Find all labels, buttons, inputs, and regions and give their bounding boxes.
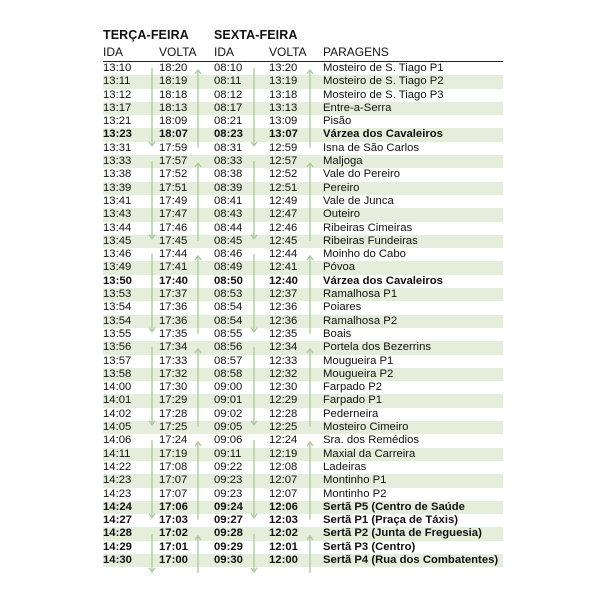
time-volta-friday: 13:20 [269, 62, 298, 74]
table-row [103, 341, 503, 354]
arrow-up-icon [305, 534, 315, 574]
stop-name: Ramalhosa P2 [323, 314, 398, 327]
time-ida-tuesday: 13:17 [103, 101, 132, 114]
arrow-down-icon [249, 347, 259, 427]
stop-name: Várzea dos Cavaleiros [323, 274, 443, 287]
time-volta-friday: 12:32 [269, 367, 298, 380]
table-row [103, 448, 503, 461]
stop-name: Maxial da Carreira [323, 447, 416, 460]
table-row [103, 301, 503, 314]
time-ida-friday: 09:29 [214, 540, 243, 553]
time-ida-tuesday: 13:53 [103, 288, 132, 301]
stop-name: Ladeiras [323, 460, 367, 473]
time-ida-tuesday: 13:58 [103, 367, 132, 380]
time-volta-friday: 12:34 [269, 341, 298, 354]
table-row [103, 75, 503, 88]
time-volta-friday: 12:52 [269, 168, 298, 181]
table-row [103, 434, 503, 447]
arrow-down-icon [147, 254, 157, 334]
time-ida-friday: 08:21 [214, 115, 243, 128]
time-ida-friday: 09:02 [214, 407, 243, 420]
arrow-up-icon [305, 68, 315, 148]
time-volta-friday: 13:13 [269, 101, 298, 114]
table-row [103, 102, 503, 115]
time-volta-friday: 12:07 [269, 487, 298, 500]
time-volta-tuesday: 17:03 [159, 514, 188, 527]
time-volta-friday: 12:40 [269, 274, 298, 287]
time-volta-tuesday: 17:36 [159, 301, 188, 314]
time-volta-tuesday: 17:49 [159, 194, 188, 207]
arrow-down-icon [147, 161, 157, 241]
time-volta-tuesday: 17:47 [159, 208, 188, 221]
time-ida-tuesday: 13:12 [103, 88, 132, 101]
table-row [103, 421, 503, 434]
time-volta-friday: 12:36 [269, 301, 298, 314]
arrow-up-icon [193, 440, 203, 520]
time-volta-friday: 12:35 [269, 327, 298, 340]
time-volta-friday: 12:49 [269, 194, 298, 207]
time-ida-tuesday: 14:01 [103, 394, 132, 407]
time-volta-tuesday: 17:52 [159, 168, 188, 181]
time-volta-tuesday: 17:37 [159, 288, 188, 301]
table-row [103, 461, 503, 474]
stop-name: Mosteiro de S. Tiago P3 [323, 88, 444, 101]
time-ida-tuesday: 13:46 [103, 248, 132, 261]
time-volta-tuesday: 17:51 [159, 181, 188, 194]
stop-name: Farpado P1 [323, 394, 383, 407]
arrow-down-icon [249, 68, 259, 148]
time-volta-friday: 12:44 [269, 248, 298, 261]
time-volta-friday: 12:36 [269, 314, 298, 327]
table-row [103, 474, 503, 487]
table-row [103, 514, 503, 527]
stop-name: Entre-a-Serra [323, 101, 392, 114]
table-row [103, 488, 503, 501]
time-ida-tuesday: 13:23 [103, 128, 132, 141]
time-ida-friday: 08:38 [214, 168, 243, 181]
table-row [103, 89, 503, 102]
table-row [103, 355, 503, 368]
time-ida-friday: 09:27 [214, 514, 243, 527]
arrow-up-icon [305, 161, 315, 241]
time-volta-friday: 12:06 [269, 500, 298, 513]
table-row [103, 235, 503, 248]
timetable-rows [103, 62, 503, 567]
table-row [103, 155, 503, 168]
time-ida-friday: 08:45 [214, 234, 243, 247]
stop-name: Sertã P4 (Rua dos Combatentes) [323, 553, 499, 566]
time-volta-tuesday: 17:06 [159, 500, 188, 513]
stop-name: Portela dos Bezerrins [323, 341, 431, 354]
stop-name: Maljoga [323, 155, 363, 168]
time-ida-friday: 09:23 [214, 487, 243, 500]
arrow-down-icon [249, 161, 259, 241]
time-ida-tuesday: 14:11 [103, 447, 131, 460]
time-volta-friday: 12:02 [269, 527, 298, 540]
stop-name: Mougueira P1 [323, 354, 394, 367]
time-ida-tuesday: 14:27 [103, 514, 132, 527]
stop-name: Ribeiras Fundeiras [323, 234, 418, 247]
time-ida-friday: 08:56 [214, 341, 243, 354]
arrow-up-icon [305, 254, 315, 334]
table-row [103, 261, 503, 274]
arrow-up-icon [193, 68, 203, 148]
time-ida-tuesday: 13:33 [103, 155, 132, 168]
time-ida-tuesday: 14:22 [103, 460, 132, 473]
table-row [103, 394, 503, 407]
time-ida-tuesday: 13:50 [103, 274, 132, 287]
stop-name: Montinho P1 [323, 474, 387, 487]
table-row [103, 208, 503, 221]
time-volta-tuesday: 17:57 [159, 155, 188, 168]
time-volta-friday: 12:00 [269, 553, 298, 566]
stop-name: Pereiro [323, 181, 360, 194]
time-volta-friday: 12:37 [269, 288, 298, 301]
time-ida-friday: 09:01 [214, 394, 243, 407]
time-volta-tuesday: 17:35 [159, 327, 188, 340]
table-row [103, 501, 503, 514]
time-volta-friday: 12:33 [269, 354, 298, 367]
table-row [103, 62, 503, 75]
time-volta-friday: 12:46 [269, 221, 298, 234]
time-volta-friday: 12:24 [269, 434, 298, 447]
table-row [103, 554, 503, 567]
time-volta-tuesday: 17:33 [159, 354, 188, 367]
stop-name: Pederneira [323, 407, 379, 420]
day-friday-label: SEXTA-FEIRA [214, 28, 298, 42]
table-row [103, 222, 503, 235]
time-ida-friday: 08:10 [214, 62, 243, 74]
time-volta-tuesday: 17:08 [159, 460, 188, 473]
time-ida-tuesday: 14:30 [103, 553, 132, 566]
time-ida-friday: 08:57 [214, 354, 243, 367]
stop-name: Sertã P5 (Centro de Saúde [323, 500, 465, 513]
stop-name: Sertã P2 (Junta de Freguesia) [323, 527, 482, 540]
time-ida-friday: 08:43 [214, 208, 243, 221]
time-ida-friday: 08:17 [214, 101, 243, 114]
stop-name: Sertã P3 (Centro) [323, 540, 416, 553]
time-volta-friday: 12:08 [269, 460, 298, 473]
time-ida-tuesday: 13:21 [103, 115, 132, 128]
time-volta-friday: 12:59 [269, 141, 298, 154]
time-volta-tuesday: 17:01 [159, 540, 188, 553]
time-ida-friday: 09:06 [214, 434, 243, 447]
stop-name: Boais [323, 327, 352, 340]
col-volta-tuesday: VOLTA [159, 45, 197, 59]
time-ida-tuesday: 14:28 [103, 527, 132, 540]
time-volta-tuesday: 18:13 [159, 101, 188, 114]
time-ida-tuesday: 14:23 [103, 487, 132, 500]
time-ida-friday: 08:53 [214, 288, 243, 301]
arrow-down-icon [249, 254, 259, 334]
time-ida-tuesday: 13:57 [103, 354, 132, 367]
time-ida-tuesday: 13:41 [103, 194, 132, 207]
stop-name: Moinho do Cabo [323, 248, 406, 261]
time-ida-tuesday: 13:43 [103, 208, 132, 221]
time-volta-tuesday: 17:29 [159, 394, 188, 407]
arrow-down-icon [147, 440, 157, 520]
time-volta-tuesday: 18:20 [159, 62, 188, 74]
stop-name: Vale do Pereiro [323, 168, 401, 181]
time-ida-tuesday: 14:23 [103, 474, 132, 487]
stop-name: Várzea dos Cavaleiros [323, 128, 443, 141]
time-volta-friday: 12:01 [269, 540, 298, 553]
arrow-up-icon [305, 347, 315, 427]
time-ida-tuesday: 14:29 [103, 540, 132, 553]
time-ida-friday: 09:28 [214, 527, 243, 540]
stop-name: Farpado P2 [323, 381, 383, 394]
table-row [103, 541, 503, 554]
time-ida-tuesday: 13:10 [103, 62, 132, 74]
time-volta-tuesday: 17:59 [159, 141, 188, 154]
time-ida-friday: 08:12 [214, 88, 243, 101]
stop-name: Pisão [323, 115, 352, 128]
table-row [103, 408, 503, 421]
day-tuesday-label: TERÇA-FEIRA [103, 28, 189, 42]
arrow-up-icon [193, 161, 203, 241]
table-row [103, 527, 503, 540]
time-volta-tuesday: 17:41 [159, 261, 188, 274]
time-ida-friday: 08:49 [214, 261, 243, 274]
time-volta-tuesday: 17:07 [159, 474, 188, 487]
table-row [103, 381, 503, 394]
time-ida-tuesday: 13:54 [103, 301, 132, 314]
time-volta-friday: 12:07 [269, 474, 298, 487]
table-row [103, 275, 503, 288]
time-volta-tuesday: 17:36 [159, 314, 188, 327]
time-volta-friday: 12:57 [269, 155, 298, 168]
time-ida-friday: 08:41 [214, 194, 243, 207]
time-ida-tuesday: 14:00 [103, 381, 132, 394]
col-ida-tuesday: IDA [103, 45, 124, 59]
time-ida-friday: 09:30 [214, 553, 243, 566]
arrow-up-icon [193, 534, 203, 574]
stop-name: Montinho P2 [323, 487, 387, 500]
stop-name: Vale de Junca [323, 194, 394, 207]
time-ida-tuesday: 13:31 [103, 141, 132, 154]
time-volta-tuesday: 17:46 [159, 221, 188, 234]
time-volta-tuesday: 18:07 [159, 128, 188, 141]
table-row [103, 328, 503, 341]
table-row [103, 168, 503, 181]
time-ida-friday: 08:54 [214, 301, 243, 314]
col-volta-friday: VOLTA [269, 45, 307, 59]
time-ida-friday: 09:24 [214, 500, 243, 513]
table-row [103, 195, 503, 208]
time-volta-friday: 13:19 [269, 75, 298, 88]
table-row [103, 115, 503, 128]
time-ida-friday: 08:23 [214, 128, 243, 141]
time-ida-tuesday: 14:06 [103, 434, 132, 447]
time-volta-tuesday: 17:02 [159, 527, 188, 540]
time-volta-tuesday: 17:07 [159, 487, 188, 500]
time-ida-tuesday: 13:11 [103, 75, 131, 88]
time-ida-friday: 08:58 [214, 367, 243, 380]
time-volta-tuesday: 17:32 [159, 367, 188, 380]
time-ida-tuesday: 13:39 [103, 181, 132, 194]
table-row [103, 128, 503, 141]
stop-name: Mougueira P2 [323, 367, 394, 380]
time-ida-friday: 08:39 [214, 181, 243, 194]
time-volta-friday: 13:18 [269, 88, 298, 101]
time-volta-tuesday: 18:18 [159, 88, 188, 101]
time-ida-friday: 09:22 [214, 460, 243, 473]
time-ida-tuesday: 14:05 [103, 421, 132, 434]
table-row [103, 182, 503, 195]
time-ida-friday: 08:54 [214, 314, 243, 327]
stop-name: Mosteiro de S. Tiago P2 [323, 75, 444, 88]
time-volta-tuesday: 17:25 [159, 421, 188, 434]
time-ida-tuesday: 13:44 [103, 221, 132, 234]
time-ida-tuesday: 13:54 [103, 314, 132, 327]
time-volta-friday: 12:30 [269, 381, 298, 394]
time-volta-friday: 12:45 [269, 234, 298, 247]
time-volta-tuesday: 17:45 [159, 234, 188, 247]
time-ida-tuesday: 13:45 [103, 234, 132, 247]
table-row [103, 142, 503, 155]
table-row [103, 315, 503, 328]
stop-name: Póvoa [323, 261, 356, 274]
time-ida-friday: 08:55 [214, 327, 243, 340]
time-volta-friday: 13:09 [269, 115, 298, 128]
stop-name: Ramalhosa P1 [323, 288, 398, 301]
time-ida-tuesday: 14:02 [103, 407, 132, 420]
time-ida-tuesday: 13:56 [103, 341, 132, 354]
day-header [103, 28, 503, 44]
time-ida-friday: 09:23 [214, 474, 243, 487]
time-volta-tuesday: 17:28 [159, 407, 188, 420]
arrow-up-icon [193, 254, 203, 334]
col-ida-friday: IDA [214, 45, 235, 59]
time-ida-tuesday: 13:38 [103, 168, 132, 181]
time-volta-tuesday: 18:19 [159, 75, 188, 88]
arrow-down-icon [147, 534, 157, 574]
timetable [103, 28, 503, 567]
time-volta-tuesday: 17:24 [159, 434, 188, 447]
time-volta-friday: 12:51 [269, 181, 298, 194]
column-header [103, 44, 503, 62]
time-volta-friday: 12:03 [269, 514, 298, 527]
table-row [103, 368, 503, 381]
time-ida-tuesday: 14:24 [103, 500, 132, 513]
time-ida-tuesday: 13:49 [103, 261, 132, 274]
arrow-up-icon [193, 347, 203, 427]
time-volta-friday: 12:28 [269, 407, 298, 420]
time-volta-tuesday: 17:34 [159, 341, 188, 354]
time-ida-friday: 09:11 [214, 447, 242, 460]
time-volta-tuesday: 17:00 [159, 553, 188, 566]
arrow-down-icon [249, 534, 259, 574]
time-volta-tuesday: 18:09 [159, 115, 188, 128]
time-volta-tuesday: 17:44 [159, 248, 188, 261]
arrow-down-icon [249, 440, 259, 520]
stop-name: Outeiro [323, 208, 361, 221]
arrow-down-icon [147, 347, 157, 427]
arrow-down-icon [147, 68, 157, 148]
time-ida-friday: 09:05 [214, 421, 243, 434]
time-ida-friday: 08:31 [214, 141, 243, 154]
time-ida-tuesday: 13:55 [103, 327, 132, 340]
stop-name: Isna de São Carlos [323, 141, 420, 154]
time-ida-friday: 08:11 [214, 75, 242, 88]
col-stops: PARAGENS [323, 45, 389, 59]
table-row [103, 288, 503, 301]
time-volta-tuesday: 17:40 [159, 274, 188, 287]
time-volta-tuesday: 17:30 [159, 381, 188, 394]
table-row [103, 248, 503, 261]
time-volta-tuesday: 17:19 [159, 447, 188, 460]
stop-name: Sra. dos Remédios [323, 434, 420, 447]
stop-name: Poiares [323, 301, 362, 314]
time-ida-friday: 08:33 [214, 155, 243, 168]
time-volta-friday: 12:41 [269, 261, 298, 274]
time-volta-friday: 12:47 [269, 208, 298, 221]
arrow-up-icon [305, 440, 315, 520]
time-volta-friday: 13:07 [269, 128, 298, 141]
stop-name: Mosteiro Cimeiro [323, 421, 409, 434]
time-ida-friday: 08:44 [214, 221, 243, 234]
time-ida-friday: 08:46 [214, 248, 243, 261]
time-ida-friday: 09:00 [214, 381, 243, 394]
time-volta-friday: 12:25 [269, 421, 298, 434]
time-volta-friday: 12:29 [269, 394, 298, 407]
time-ida-friday: 08:50 [214, 274, 243, 287]
stop-name: Ribeiras Cimeiras [323, 221, 413, 234]
stop-name: Mosteiro de S. Tiago P1 [323, 62, 444, 74]
stop-name: Sertã P1 (Praça de Táxis) [323, 514, 459, 527]
time-volta-friday: 12:19 [269, 447, 298, 460]
